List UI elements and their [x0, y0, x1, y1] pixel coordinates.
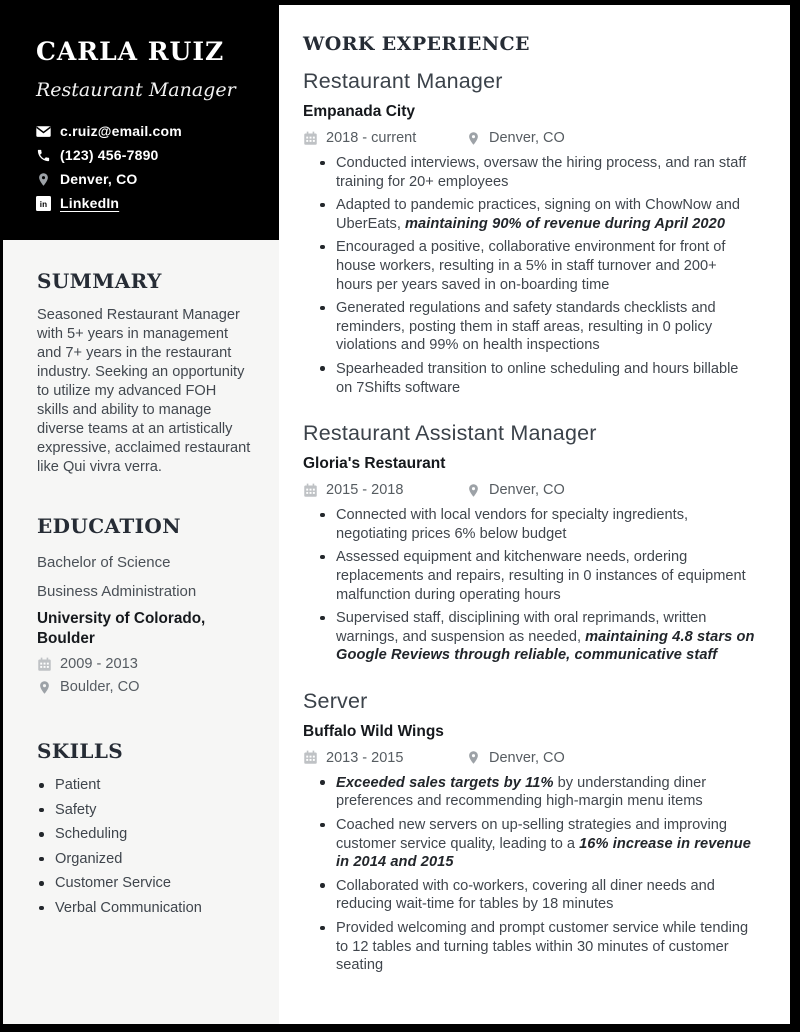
bullet-text: Supervised staff, disciplining with oral reprimands, written warnings, and suspension as needed,	[336, 610, 707, 645]
meta-text: Boulder, CO	[60, 679, 140, 695]
location-icon	[37, 680, 52, 695]
skill-item: Safety	[37, 802, 251, 818]
calendar-icon	[303, 750, 318, 765]
location-text: Denver, CO	[489, 130, 565, 146]
bullet-text: by understanding diner preferences and recommending high-margin menu items	[336, 774, 707, 810]
resume-page	[3, 5, 790, 1024]
contact-list	[36, 123, 253, 211]
experience-bullet	[303, 506, 757, 543]
skills-heading: SKILLS	[37, 739, 124, 763]
experience-bullet	[303, 548, 757, 604]
location-icon	[466, 750, 481, 765]
location-icon	[466, 131, 481, 146]
job-meta	[303, 750, 757, 766]
company-name: Buffalo Wild Wings	[303, 722, 444, 740]
calendar-icon	[37, 657, 52, 672]
calendar-icon	[303, 131, 318, 146]
work-experience-heading: WORK EXPERIENCE	[303, 33, 530, 55]
linkedin-icon	[36, 196, 51, 211]
job-bullets	[303, 154, 757, 397]
job-list	[303, 69, 757, 975]
experience-bullet	[303, 360, 757, 397]
experience-bullet	[303, 299, 757, 355]
bullet-text: Provided welcoming and prompt customer service while tending to 12 tables and turning tables within 30 minutes of customer seating	[336, 920, 749, 974]
highlighted-text: Exceeded sales targets by 11%	[336, 774, 554, 791]
experience-bullet	[303, 919, 757, 975]
highlighted-text: maintaining 90% of revenue during April 2020	[404, 215, 726, 232]
bullet-text: Encouraged a positive, collaborative environment for front of house workers, resulting in a 5% in staff turnover and 200+ hours per years saved in on-boarding time	[336, 239, 726, 293]
experience-bullet	[303, 609, 757, 665]
location-icon	[36, 172, 51, 187]
svg-text:in: in	[39, 199, 48, 209]
skill-item: Verbal Communication	[37, 900, 251, 916]
education-section	[3, 514, 279, 695]
job-meta	[303, 130, 757, 146]
location-text: Denver, CO	[489, 482, 565, 499]
school-name: University of Colorado, Boulder	[37, 610, 206, 647]
location-icon	[466, 483, 481, 498]
contact-text: c.ruiz@email.com	[60, 123, 182, 139]
location-text: Denver, CO	[489, 749, 565, 766]
degree-line: Bachelor of Science	[37, 554, 171, 571]
job-entry	[303, 421, 757, 665]
highlighted-text: 16% increase in revenue in 2014 and 2015	[336, 835, 751, 871]
phone-icon	[36, 148, 51, 163]
education-meta	[37, 656, 251, 695]
work-experience-section	[279, 5, 790, 1024]
summary-heading: SUMMARY	[37, 269, 162, 293]
skill-item: Organized	[37, 851, 251, 867]
person-name: CARLA RUIZ	[36, 37, 225, 66]
bullet-text: Connected with local vendors for specialty ingredients, negotiating prices 6% below budget	[336, 507, 689, 542]
job-dates	[303, 130, 466, 146]
experience-bullet	[303, 774, 757, 811]
skill-item: Patient	[37, 777, 251, 793]
contact-text[interactable]: LinkedIn	[60, 195, 120, 211]
degree-lines	[37, 550, 251, 604]
identity-block	[3, 5, 279, 240]
sidebar	[3, 5, 279, 1024]
degree-line: Business Administration	[37, 583, 197, 600]
bullet-text: Generated regulations and safety standards checklists and reminders, posting them in staff areas, resulting in 0 policy violations and 99% on health inspections	[336, 300, 716, 354]
summary-text: Seasoned Restaurant Manager with 5+ years in management and 7+ years in the restaurant industry. Seeking an opportunity to utilize my advanced FOH skills and ability to manage diverse teams at an artistically expressive, acclaimed restaurant like Qui vivra verra.	[37, 307, 251, 475]
skill-item: Customer Service	[37, 875, 251, 891]
skill-item: Scheduling	[37, 826, 251, 842]
company-name: Gloria's Restaurant	[303, 455, 446, 473]
job-dates	[303, 482, 466, 498]
dates-text: 2013 - 2015	[326, 749, 404, 766]
contact-text: Denver, CO	[60, 171, 138, 187]
job-location	[466, 482, 565, 498]
contact-location	[36, 171, 253, 187]
company-name: Empanada City	[303, 103, 415, 120]
bullet-text: Spearheaded transition to online scheduling and hours billable on 7Shifts software	[336, 360, 739, 396]
experience-bullet	[303, 154, 757, 191]
education-heading: EDUCATION	[37, 514, 181, 538]
contact-email	[36, 123, 253, 139]
summary-section	[3, 269, 279, 477]
contact-text: (123) 456-7890	[60, 147, 159, 163]
education-location	[37, 679, 251, 695]
bullet-text: Conducted interviews, oversaw the hiring process, and ran staff training for 20+ employees	[336, 155, 747, 190]
job-entry	[303, 689, 757, 975]
job-title: Server	[303, 688, 368, 713]
job-location	[466, 750, 565, 766]
contact-linkedin	[36, 195, 253, 211]
calendar-icon	[303, 483, 318, 498]
job-meta	[303, 482, 757, 498]
experience-bullet	[303, 196, 757, 233]
contact-phone	[36, 147, 253, 163]
job-location	[466, 130, 565, 146]
job-dates	[303, 750, 466, 766]
bullet-text: Adapted to pandemic practices, signing on with ChowNow and UberEats,	[336, 197, 740, 232]
experience-bullet	[303, 238, 757, 294]
dates-text: 2018 - current	[326, 130, 417, 146]
dates-text: 2015 - 2018	[326, 482, 404, 499]
job-title: Restaurant Manager	[303, 69, 503, 93]
bullet-text: Coached new servers on up-selling strategies and improving customer service quality, leading to a	[336, 817, 727, 852]
job-bullets	[303, 506, 757, 665]
job-title: Restaurant Assistant Manager	[303, 421, 597, 446]
skills-list	[37, 777, 251, 916]
job-bullets	[303, 774, 757, 975]
experience-bullet	[303, 816, 757, 872]
bullet-text: Collaborated with co-workers, covering all diner needs and reducing wait-time for tables by 18 minutes	[336, 877, 715, 913]
job-entry	[303, 69, 757, 397]
highlighted-text: maintaining 4.8 stars on Google Reviews through reliable, communicative staff	[336, 628, 755, 664]
skills-section	[3, 739, 279, 916]
experience-bullet	[303, 877, 757, 914]
bullet-text: Assessed equipment and kitchenware needs, ordering replacements and repairs, resulting in 0 instances of equipment malfunction during operating hours	[336, 549, 746, 603]
education-dates	[37, 656, 251, 672]
meta-text: 2009 - 2013	[60, 656, 138, 672]
email-icon	[36, 124, 51, 139]
person-headline: Restaurant Manager	[36, 79, 236, 101]
